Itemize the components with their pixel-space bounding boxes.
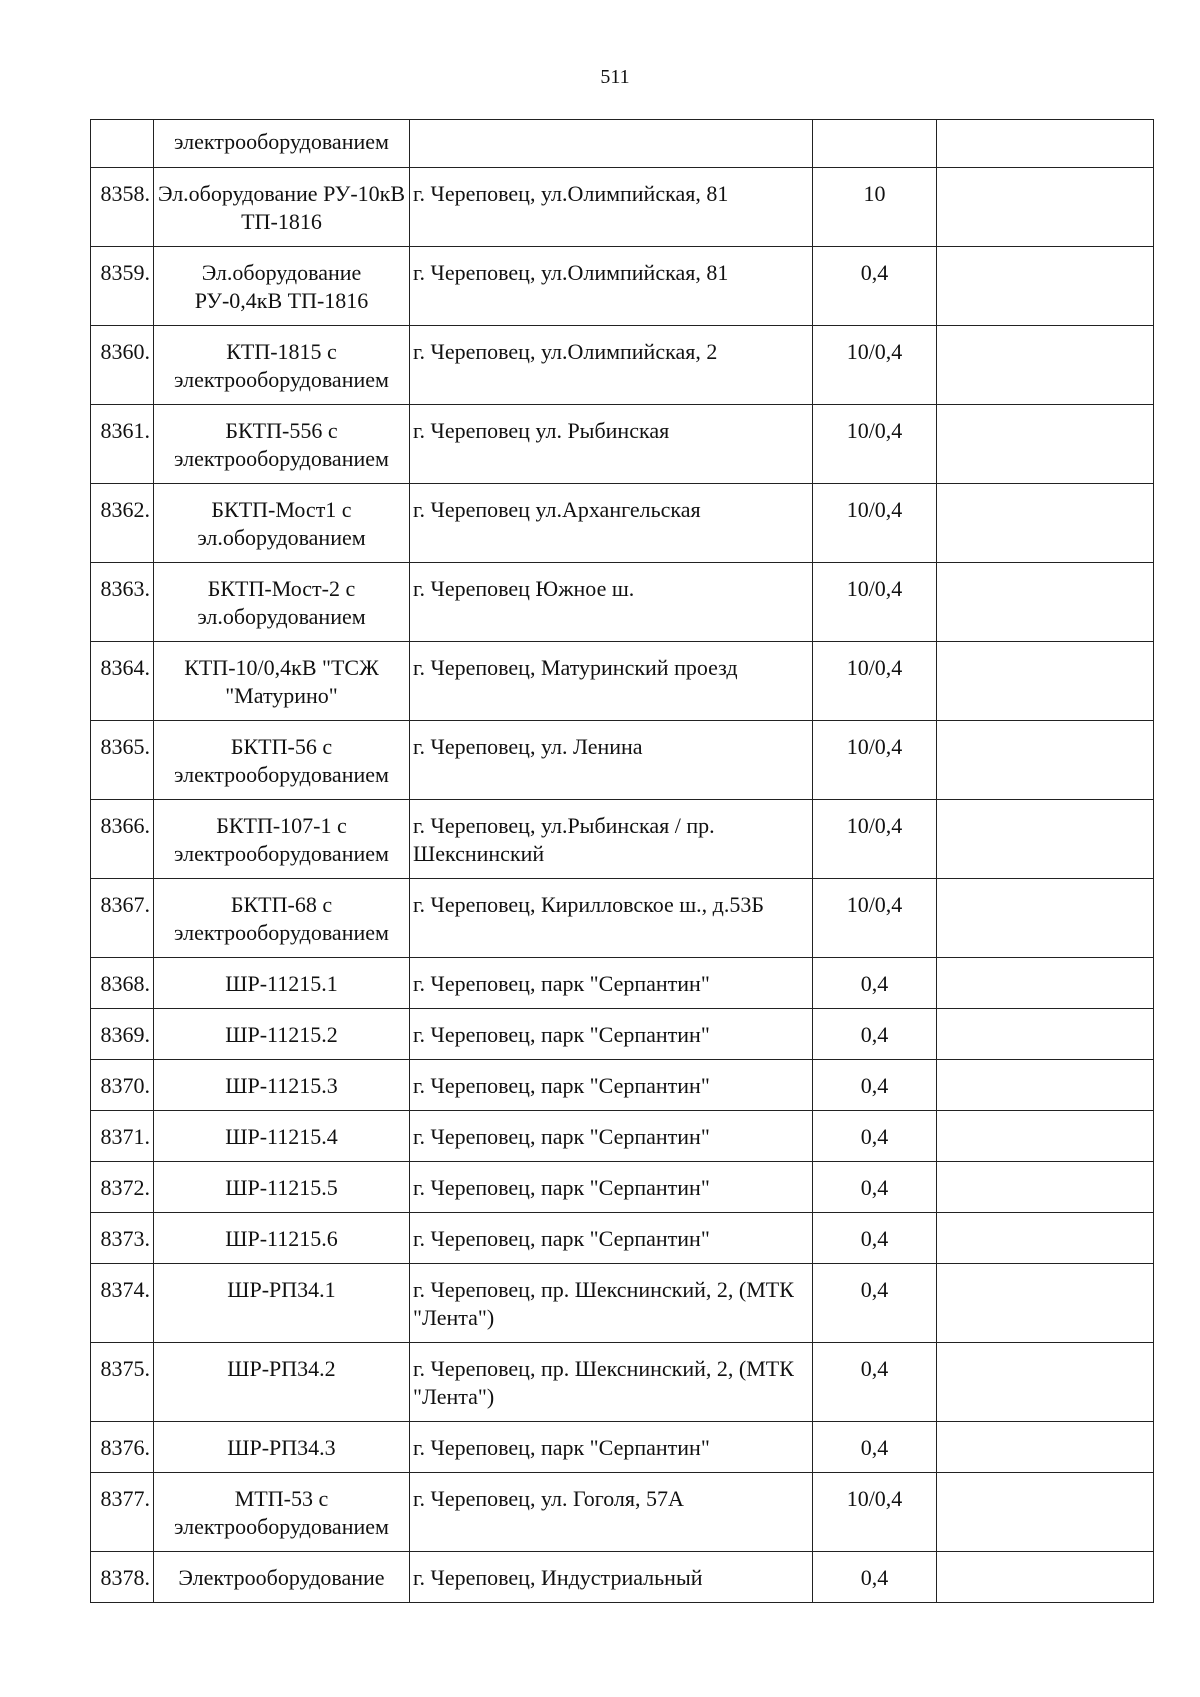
table-row (91, 1264, 1154, 1343)
extra-cell (937, 326, 1154, 405)
address-cell: г. Череповец, парк "Серпантин" (410, 1162, 813, 1213)
equipment-name-cell: Электрооборудование (154, 1552, 410, 1603)
voltage-cell: 10/0,4 (813, 642, 937, 721)
row-number-cell: 8361. (91, 405, 154, 484)
extra-cell (937, 168, 1154, 247)
table-row (91, 563, 1154, 642)
voltage-cell: 0,4 (813, 1343, 937, 1422)
voltage-cell: 0,4 (813, 1213, 937, 1264)
table-row (91, 405, 1154, 484)
extra-cell (937, 1162, 1154, 1213)
voltage-cell: 10/0,4 (813, 484, 937, 563)
equipment-name-cell: Эл.оборудование РУ-10кВ ТП-1816 (154, 168, 410, 247)
row-number-cell: 8362. (91, 484, 154, 563)
row-number-cell: 8378. (91, 1552, 154, 1603)
address-cell: г. Череповец, Кирилловское ш., д.53Б (410, 879, 813, 958)
row-number-cell: 8363. (91, 563, 154, 642)
address-cell: г. Череповец, парк "Серпантин" (410, 1111, 813, 1162)
voltage-cell: 0,4 (813, 1009, 937, 1060)
equipment-name-cell: ШР-11215.4 (154, 1111, 410, 1162)
address-cell: г. Череповец, ул.Рыбинская / пр. Шекснинский (410, 800, 813, 879)
row-number-cell (91, 120, 154, 168)
voltage-cell: 10/0,4 (813, 800, 937, 879)
row-number-cell: 8360. (91, 326, 154, 405)
table-row (91, 642, 1154, 721)
voltage-cell: 10/0,4 (813, 721, 937, 800)
table-body (91, 120, 1154, 1603)
address-cell: г. Череповец, парк "Серпантин" (410, 1060, 813, 1111)
equipment-name-cell: ШР-РП34.2 (154, 1343, 410, 1422)
row-number-cell: 8377. (91, 1473, 154, 1552)
table-row (91, 168, 1154, 247)
address-cell: г. Череповец, ул. Гоголя, 57А (410, 1473, 813, 1552)
equipment-name-cell: БКТП-68 с электрооборудованием (154, 879, 410, 958)
equipment-name-cell: БКТП-107-1 с электрооборудованием (154, 800, 410, 879)
table-row (91, 1552, 1154, 1603)
voltage-cell: 0,4 (813, 1264, 937, 1343)
address-cell: г. Череповец, парк "Серпантин" (410, 1422, 813, 1473)
address-cell: г. Череповец, ул.Олимпийская, 81 (410, 247, 813, 326)
extra-cell (937, 1343, 1154, 1422)
address-cell: г. Череповец, пр. Шекснинский, 2, (МТК "Лента") (410, 1343, 813, 1422)
table-row (91, 484, 1154, 563)
equipment-registry-table (90, 119, 1154, 1603)
extra-cell (937, 1009, 1154, 1060)
table-row (91, 1343, 1154, 1422)
extra-cell (937, 120, 1154, 168)
table-row (91, 1473, 1154, 1552)
row-number-cell: 8365. (91, 721, 154, 800)
row-number-cell: 8359. (91, 247, 154, 326)
equipment-name-cell: ШР-РП34.1 (154, 1264, 410, 1343)
voltage-cell: 10/0,4 (813, 879, 937, 958)
extra-cell (937, 721, 1154, 800)
equipment-name-cell: ШР-11215.1 (154, 958, 410, 1009)
equipment-name-cell: БКТП-Мост1 с эл.оборудованием (154, 484, 410, 563)
voltage-cell: 10/0,4 (813, 405, 937, 484)
row-number-cell: 8375. (91, 1343, 154, 1422)
extra-cell (937, 247, 1154, 326)
address-cell (410, 120, 813, 168)
extra-cell (937, 563, 1154, 642)
extra-cell (937, 800, 1154, 879)
address-cell: г. Череповец ул. Рыбинская (410, 405, 813, 484)
voltage-cell: 0,4 (813, 1111, 937, 1162)
address-cell: г. Череповец, ул.Олимпийская, 2 (410, 326, 813, 405)
extra-cell (937, 1422, 1154, 1473)
table-row (91, 800, 1154, 879)
voltage-cell: 0,4 (813, 247, 937, 326)
voltage-cell: 10/0,4 (813, 326, 937, 405)
table-row (91, 326, 1154, 405)
extra-cell (937, 484, 1154, 563)
address-cell: г. Череповец, ул.Олимпийская, 81 (410, 168, 813, 247)
voltage-cell: 0,4 (813, 1422, 937, 1473)
row-number-cell: 8368. (91, 958, 154, 1009)
extra-cell (937, 642, 1154, 721)
address-cell: г. Череповец ул.Архангельская (410, 484, 813, 563)
address-cell: г. Череповец, парк "Серпантин" (410, 1009, 813, 1060)
extra-cell (937, 1060, 1154, 1111)
address-cell: г. Череповец, ул. Ленина (410, 721, 813, 800)
extra-cell (937, 1111, 1154, 1162)
equipment-name-cell: МТП-53 с электрооборудованием (154, 1473, 410, 1552)
equipment-name-cell: БКТП-56 с электрооборудованием (154, 721, 410, 800)
row-number-cell: 8367. (91, 879, 154, 958)
equipment-name-cell: БКТП-556 с электрооборудованием (154, 405, 410, 484)
table-row (91, 879, 1154, 958)
address-cell: г. Череповец, Индустриальный (410, 1552, 813, 1603)
voltage-cell (813, 120, 937, 168)
voltage-cell: 0,4 (813, 1162, 937, 1213)
extra-cell (937, 405, 1154, 484)
address-cell: г. Череповец, пр. Шекснинский, 2, (МТК "Лента") (410, 1264, 813, 1343)
page-number: 511 (600, 66, 630, 88)
table-row (91, 1422, 1154, 1473)
address-cell: г. Череповец, парк "Серпантин" (410, 1213, 813, 1264)
address-cell: г. Череповец Южное ш. (410, 563, 813, 642)
table-row (91, 1111, 1154, 1162)
voltage-cell: 10/0,4 (813, 1473, 937, 1552)
table-row (91, 1060, 1154, 1111)
extra-cell (937, 1552, 1154, 1603)
extra-cell (937, 1473, 1154, 1552)
table-row (91, 1162, 1154, 1213)
row-number-cell: 8366. (91, 800, 154, 879)
table-row (91, 1009, 1154, 1060)
equipment-name-cell: КТП-1815 с электрооборудованием (154, 326, 410, 405)
table-row (91, 958, 1154, 1009)
voltage-cell: 0,4 (813, 1060, 937, 1111)
equipment-name-cell: ШР-РП34.3 (154, 1422, 410, 1473)
equipment-name-cell: БКТП-Мост-2 с эл.оборудованием (154, 563, 410, 642)
address-cell: г. Череповец, Матуринский проезд (410, 642, 813, 721)
voltage-cell: 0,4 (813, 1552, 937, 1603)
equipment-name-cell: ШР-11215.2 (154, 1009, 410, 1060)
address-cell: г. Череповец, парк "Серпантин" (410, 958, 813, 1009)
equipment-name-cell: ШР-11215.5 (154, 1162, 410, 1213)
row-number-cell: 8364. (91, 642, 154, 721)
row-number-cell: 8369. (91, 1009, 154, 1060)
equipment-name-cell: ШР-11215.6 (154, 1213, 410, 1264)
voltage-cell: 10 (813, 168, 937, 247)
table-row (91, 247, 1154, 326)
equipment-name-cell: КТП-10/0,4кВ "ТСЖ "Матурино" (154, 642, 410, 721)
extra-cell (937, 1213, 1154, 1264)
table-row (91, 120, 1154, 168)
row-number-cell: 8371. (91, 1111, 154, 1162)
row-number-cell: 8372. (91, 1162, 154, 1213)
table-row (91, 1213, 1154, 1264)
table-row (91, 721, 1154, 800)
voltage-cell: 0,4 (813, 958, 937, 1009)
row-number-cell: 8358. (91, 168, 154, 247)
equipment-name-cell: электрооборудованием (154, 120, 410, 168)
row-number-cell: 8374. (91, 1264, 154, 1343)
voltage-cell: 10/0,4 (813, 563, 937, 642)
extra-cell (937, 1264, 1154, 1343)
row-number-cell: 8376. (91, 1422, 154, 1473)
row-number-cell: 8370. (91, 1060, 154, 1111)
extra-cell (937, 879, 1154, 958)
equipment-name-cell: ШР-11215.3 (154, 1060, 410, 1111)
row-number-cell: 8373. (91, 1213, 154, 1264)
equipment-name-cell: Эл.оборудование РУ-0,4кВ ТП-1816 (154, 247, 410, 326)
extra-cell (937, 958, 1154, 1009)
